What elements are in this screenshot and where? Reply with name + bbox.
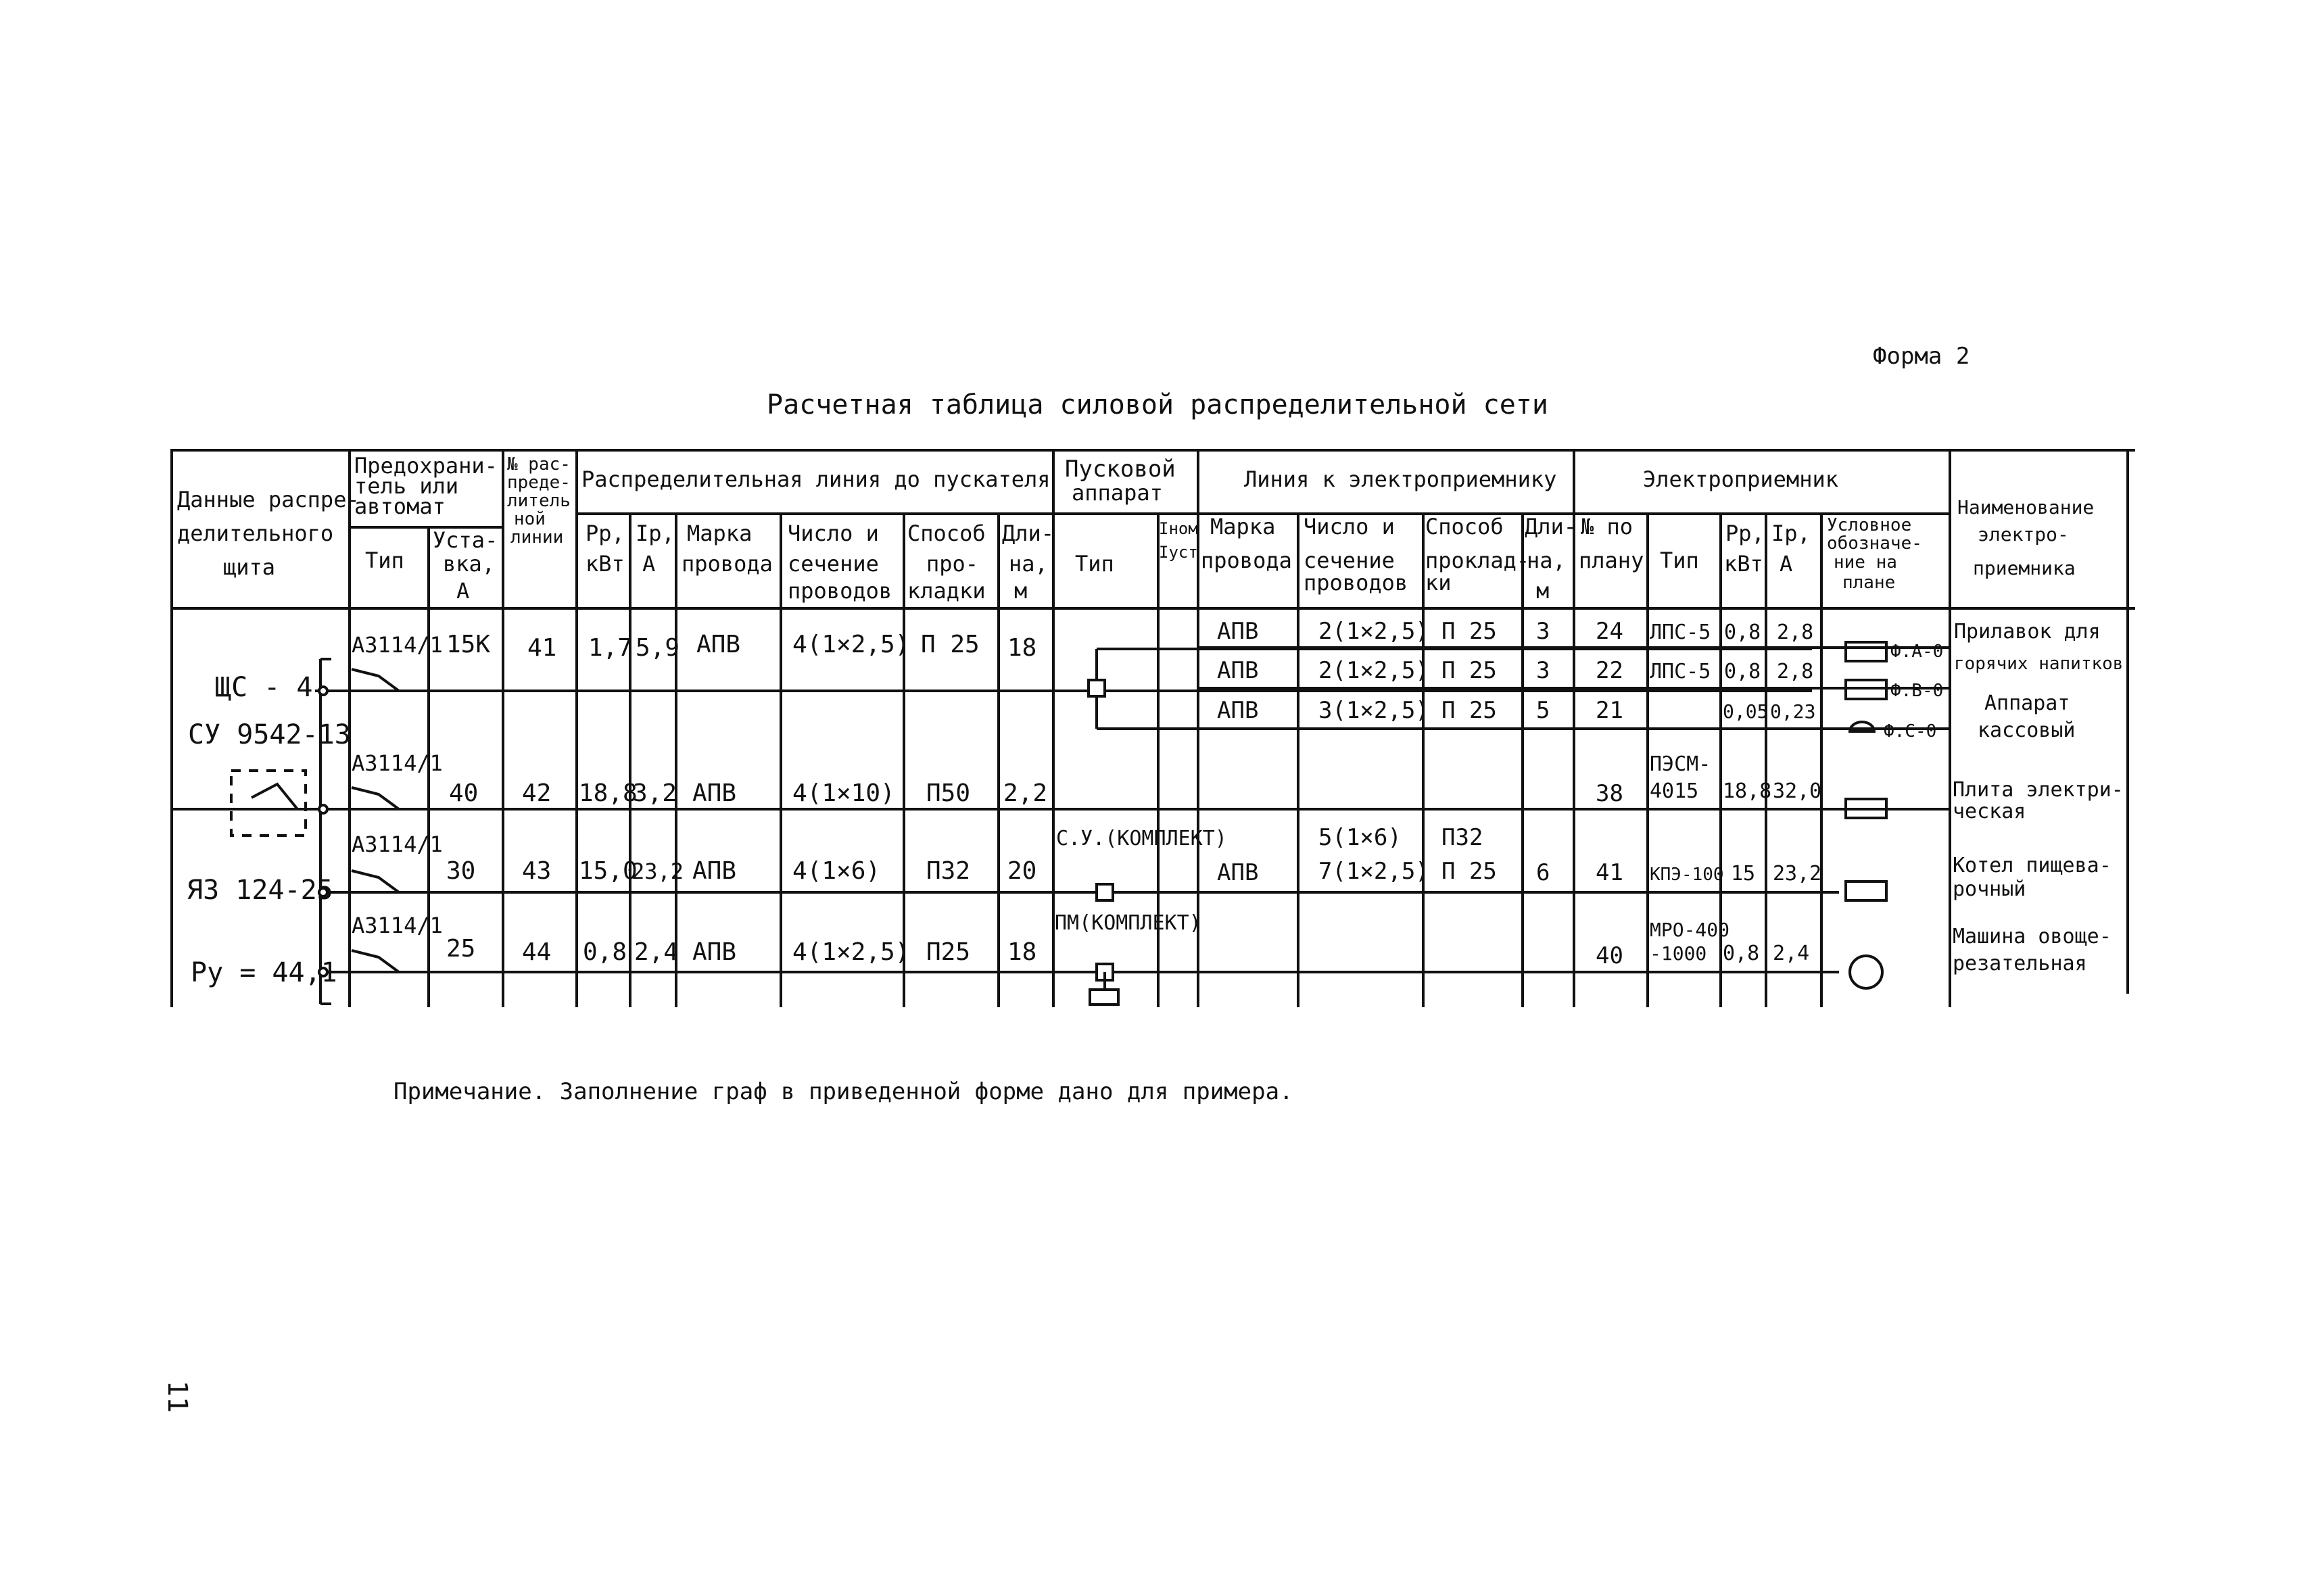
r3-section: 4(1×2,5) xyxy=(792,938,910,966)
rc0-pr: 0,8 xyxy=(1724,621,1761,644)
rc3-type-2: 4015 xyxy=(1650,779,1699,803)
r1-length: 2,2 xyxy=(1003,779,1048,807)
hdr-rec-sec-1: Число и xyxy=(1304,514,1395,539)
hdr-rec-group: Линия к электроприемнику xyxy=(1244,466,1557,492)
rc4-ir: 23,2 xyxy=(1773,862,1822,886)
hdr-rec-ir-2: А xyxy=(1780,551,1793,577)
r2-laying: П32 xyxy=(926,857,971,885)
hdr-starter-1: Пусковой xyxy=(1065,456,1176,483)
rc0-laying: П 25 xyxy=(1441,618,1497,645)
hdr-line-4: ной xyxy=(514,509,546,529)
rc4-brand: АПВ xyxy=(1217,859,1259,886)
name4-1: Машина овоще- xyxy=(1953,925,2111,948)
name0-2: горячих напитков xyxy=(1954,654,2124,674)
r2-brand: АПВ xyxy=(692,857,737,885)
name3-2: рочный xyxy=(1953,877,2026,901)
form-label: Форма 2 xyxy=(1873,343,1970,370)
rc1-ir: 2,8 xyxy=(1777,660,1814,683)
name2-2: ческая xyxy=(1953,800,2026,823)
rc1-plan: 22 xyxy=(1596,657,1623,684)
r2-fuse: А3114/1 xyxy=(352,831,443,857)
rc2-phase: Ф.С-0 xyxy=(1884,721,1937,742)
hdr-rec-brand-2: провода xyxy=(1201,548,1292,573)
rc5-type-2: -1000 xyxy=(1650,942,1707,965)
hdr-dist-lay-1: Способ xyxy=(907,521,986,546)
hdr-name-3: приемника xyxy=(1973,557,2076,579)
hdr-rec-ir-1: Iр, xyxy=(1771,521,1811,546)
hdr-sym-4: плане xyxy=(1842,573,1896,593)
rc1-section: 2(1×2,5) xyxy=(1318,657,1429,684)
r0-laying: П 25 xyxy=(921,631,980,658)
panel-cabinet: СУ 9542-13 xyxy=(188,719,351,750)
rc1-type: ЛПС-5 xyxy=(1650,660,1711,683)
r0-fuse: А3114/1 xyxy=(352,632,443,658)
r0-pr: 1,7 xyxy=(588,634,633,662)
r0-brand: АПВ xyxy=(696,631,741,658)
rc3-ir: 32,0 xyxy=(1773,779,1822,803)
hdr-starter-2: аппарат xyxy=(1072,480,1163,506)
rc2-length: 5 xyxy=(1536,697,1550,724)
input-switch: ЯЗ 124-25 xyxy=(187,875,333,906)
rc1-length: 3 xyxy=(1536,657,1550,684)
hdr-receiver-group: Электроприемник xyxy=(1643,466,1838,492)
hdr-starter-inom: Iном xyxy=(1159,519,1198,538)
rc3-type-1: ПЭСМ- xyxy=(1650,752,1711,776)
rc4-laying-2: П 25 xyxy=(1441,858,1497,885)
r2-pr: 15,0 xyxy=(579,857,638,885)
hdr-rec-pr-1: Рр, xyxy=(1725,521,1765,546)
r1-brand: АПВ xyxy=(692,779,737,807)
r1-section: 4(1×10) xyxy=(792,779,895,807)
hdr-rec-len-2: на, xyxy=(1527,548,1566,573)
hdr-starter-iust: Iуст xyxy=(1159,543,1198,562)
rc5-ir: 2,4 xyxy=(1773,942,1810,965)
hdr-fuse-3: автомат xyxy=(354,493,446,519)
hdr-panel-3: щита xyxy=(223,554,276,580)
name0-1: Прилавок для xyxy=(1954,620,2101,644)
hdr-rec-type: Тип xyxy=(1660,548,1699,573)
hdr-rec-len-1: Дли- xyxy=(1525,514,1577,539)
hdr-dist-len-3: м xyxy=(1014,578,1028,604)
rc1-laying: П 25 xyxy=(1441,657,1497,684)
name3-1: Котел пищева- xyxy=(1953,854,2111,877)
hdr-set-3: А xyxy=(456,578,470,604)
rc4-laying-1: П32 xyxy=(1441,824,1483,851)
installed-power: Ру = 44,1 xyxy=(191,957,337,988)
hdr-rec-brand-1: Марка xyxy=(1210,514,1276,539)
hdr-rec-lay-3: ки xyxy=(1425,570,1452,596)
hdr-panel-2: делительного xyxy=(177,521,334,546)
r2-section: 4(1×6) xyxy=(792,857,881,885)
hdr-line-1: № рас- xyxy=(507,454,571,475)
rc4-section-1: 5(1×6) xyxy=(1318,824,1402,851)
r0-setting: 15К xyxy=(446,631,491,658)
rc2-pr: 0,05 xyxy=(1723,700,1769,723)
r3-ir: 2,4 xyxy=(634,938,679,966)
hdr-rec-lay-1: Способ xyxy=(1425,514,1504,539)
r3-length: 18 xyxy=(1007,938,1037,966)
r3-pr: 0,8 xyxy=(583,938,627,966)
rc0-ir: 2,8 xyxy=(1777,621,1814,644)
r2-starter: С.У.(КОМПЛЕКТ) xyxy=(1056,827,1227,850)
rc1-brand: АПВ xyxy=(1217,657,1259,684)
r1-setting: 40 xyxy=(449,779,479,807)
hdr-dist-lay-2: про- xyxy=(926,551,979,577)
rc4-length: 6 xyxy=(1536,859,1550,886)
hdr-rec-pr-2: кВт xyxy=(1724,551,1763,577)
r3-starter: ПМ(КОМПЛЕКТ) xyxy=(1055,911,1201,935)
rc5-plan: 40 xyxy=(1596,942,1623,969)
hdr-name-2: электро- xyxy=(1978,523,2069,546)
r3-setting: 25 xyxy=(446,935,476,963)
r0-section: 4(1×2,5) xyxy=(792,631,910,658)
table-note: Примечание. Заполнение граф в приведенной форме дано для примера. xyxy=(393,1078,1293,1105)
page-number: 11 xyxy=(162,1380,193,1413)
hdr-set-1: Уста- xyxy=(433,527,498,553)
rc4-plan: 41 xyxy=(1596,859,1623,886)
hdr-dist-sec-2: сечение xyxy=(788,551,879,577)
rc2-brand: АПВ xyxy=(1217,697,1259,724)
rc2-ir: 0,23 xyxy=(1770,700,1816,723)
r1-fuse: А3114/1 xyxy=(352,750,443,776)
r3-brand: АПВ xyxy=(692,938,737,966)
r0-line: 41 xyxy=(527,634,557,662)
receiver-names xyxy=(1953,620,2124,975)
table-header xyxy=(177,453,2094,604)
r1-line: 42 xyxy=(522,779,552,807)
rc5-pr: 0,8 xyxy=(1723,942,1760,965)
hdr-rec-sec-2: сечение xyxy=(1304,548,1395,573)
r2-line: 43 xyxy=(522,857,552,885)
hdr-plan-2: плану xyxy=(1579,548,1644,573)
hdr-dist-len-2: на, xyxy=(1009,551,1048,577)
hdr-dist-group: Распределительная линия до пускателя xyxy=(581,466,1051,492)
rc1-phase: Ф.В-0 xyxy=(1890,681,1944,701)
hdr-fuse-type: Тип xyxy=(365,548,404,573)
r1-ir: 3,2 xyxy=(633,779,677,807)
r3-laying: П25 xyxy=(926,938,971,966)
rc0-type: ЛПС-5 xyxy=(1650,621,1711,644)
hdr-dist-ir-2: А xyxy=(642,551,656,577)
r2-setting: 30 xyxy=(446,857,476,885)
hdr-fuse-2: тель или xyxy=(354,473,459,499)
hdr-fuse-1: Предохрани- xyxy=(354,453,498,479)
r3-line: 44 xyxy=(522,938,552,966)
hdr-line-3: литель xyxy=(507,491,571,511)
rc0-phase: Ф.А-0 xyxy=(1890,642,1944,662)
hdr-set-2: вка, xyxy=(443,551,496,577)
hdr-sym-2: обозначе- xyxy=(1827,533,1922,554)
name1-2: кассовый xyxy=(1978,719,2076,742)
hdr-dist-pr-1: Рр, xyxy=(586,521,625,546)
r0-ir: 5,9 xyxy=(636,634,680,662)
hdr-plan-1: № по xyxy=(1581,514,1633,539)
hdr-dist-len-1: Дли- xyxy=(1002,521,1055,546)
hdr-dist-ir-1: Iр, xyxy=(636,521,675,546)
name4-2: резательная xyxy=(1953,952,2087,975)
panel-info xyxy=(187,672,351,988)
rc2-laying: П 25 xyxy=(1441,697,1497,724)
rc2-plan: 21 xyxy=(1596,697,1623,724)
receiver-rows xyxy=(1217,618,1943,969)
r0-length: 18 xyxy=(1007,634,1037,662)
hdr-rec-sec-3: проводов xyxy=(1304,570,1408,596)
hdr-line-2: преде- xyxy=(507,473,571,493)
rc2-section: 3(1×2,5) xyxy=(1318,697,1429,724)
rc4-section-2: 7(1×2,5) xyxy=(1318,858,1429,885)
rc0-plan: 24 xyxy=(1596,618,1623,645)
rc4-pr: 15 xyxy=(1731,862,1756,886)
hdr-sym-1: Условное xyxy=(1827,515,1912,535)
r2-ir: 23,2 xyxy=(631,859,684,884)
rc0-section: 2(1×2,5) xyxy=(1318,618,1429,645)
r1-pr: 18,8 xyxy=(579,779,638,807)
rc5-type-1: МРО-400 xyxy=(1650,919,1730,941)
hdr-starter-type: Тип xyxy=(1075,551,1114,577)
panel-name: ЩС - 4 xyxy=(215,672,313,703)
table-title: Расчетная таблица силовой распределительной сети xyxy=(767,389,1548,420)
hdr-dist-brand-1: Марка xyxy=(687,521,753,546)
rc4-type: КПЭ-100 xyxy=(1650,865,1724,885)
rc0-brand: АПВ xyxy=(1217,618,1259,645)
hdr-dist-sec-1: Число и xyxy=(788,521,879,546)
hdr-name-1: Наименование xyxy=(1957,496,2095,518)
r2-length: 20 xyxy=(1007,857,1037,885)
hdr-dist-sec-3: проводов xyxy=(788,578,892,604)
hdr-line-5: линии xyxy=(510,527,564,548)
r3-fuse: А3114/1 xyxy=(352,913,443,938)
hdr-panel-1: Данные распре- xyxy=(177,487,360,512)
hdr-rec-lay-2: проклад- xyxy=(1425,548,1530,573)
name1-1: Аппарат xyxy=(1984,692,2070,715)
r1-laying: П50 xyxy=(926,779,971,807)
hdr-dist-lay-3: кладки xyxy=(907,578,986,604)
hdr-dist-brand-2: провода xyxy=(682,551,773,577)
rc3-plan: 38 xyxy=(1596,780,1623,807)
rc3-pr: 18,8 xyxy=(1723,779,1772,803)
hdr-dist-pr-2: кВт xyxy=(586,551,625,577)
name2-1: Плита электри- xyxy=(1953,778,2124,802)
rc1-pr: 0,8 xyxy=(1724,660,1761,683)
hdr-rec-len-3: м xyxy=(1536,578,1550,604)
rc0-length: 3 xyxy=(1536,618,1550,645)
hdr-sym-3: ние на xyxy=(1834,552,1897,573)
